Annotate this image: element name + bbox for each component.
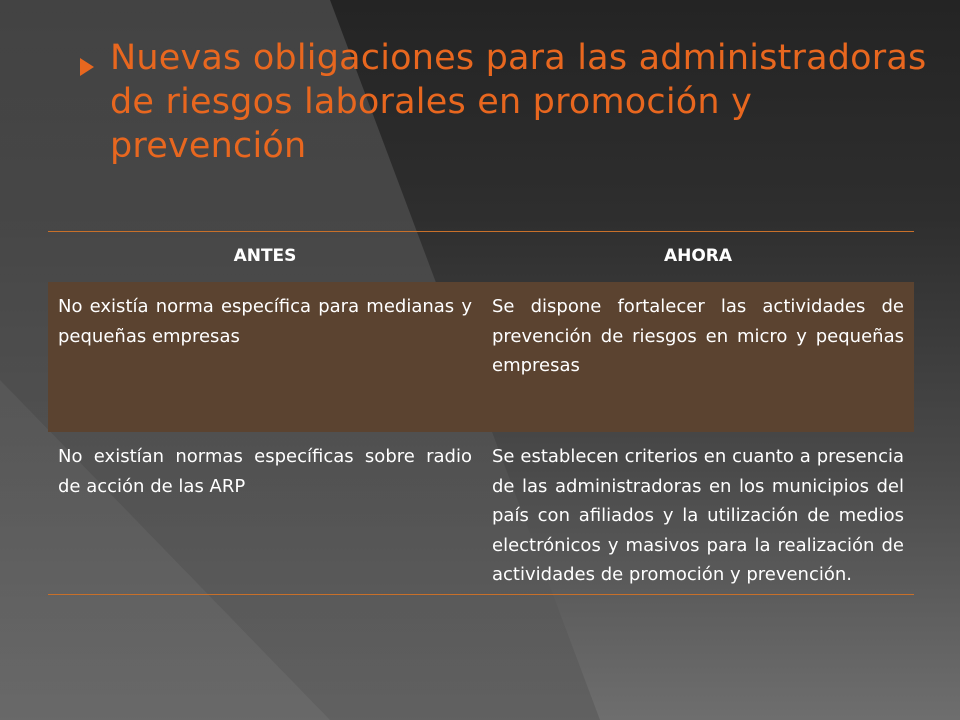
cell-antes: No existía norma específica para medianas y pequeñas empresas [48, 282, 482, 432]
table-row [48, 432, 914, 594]
table-row [48, 282, 914, 432]
column-header-ahora: AHORA [482, 232, 914, 283]
table-header-row [48, 232, 914, 283]
cell-ahora: Se dispone fortalecer las actividades de prevención de riesgos en micro y pequeñas empresas [482, 282, 914, 432]
comparison-table [48, 231, 914, 595]
title-bullet-arrow-icon [80, 58, 94, 76]
cell-ahora: Se establecen criterios en cuanto a presencia de las administradoras en los municipios del país con afiliados y la utilización de medios electrónicos y masivos para la realización de actividades de promoción y prevención. [482, 432, 914, 594]
slide-title: Nuevas obligaciones para las administradoras de riesgos laborales en promoción y prevención [110, 38, 927, 166]
column-header-antes: ANTES [48, 232, 482, 283]
cell-antes: No existían normas específicas sobre radio de acción de las ARP [48, 432, 482, 594]
